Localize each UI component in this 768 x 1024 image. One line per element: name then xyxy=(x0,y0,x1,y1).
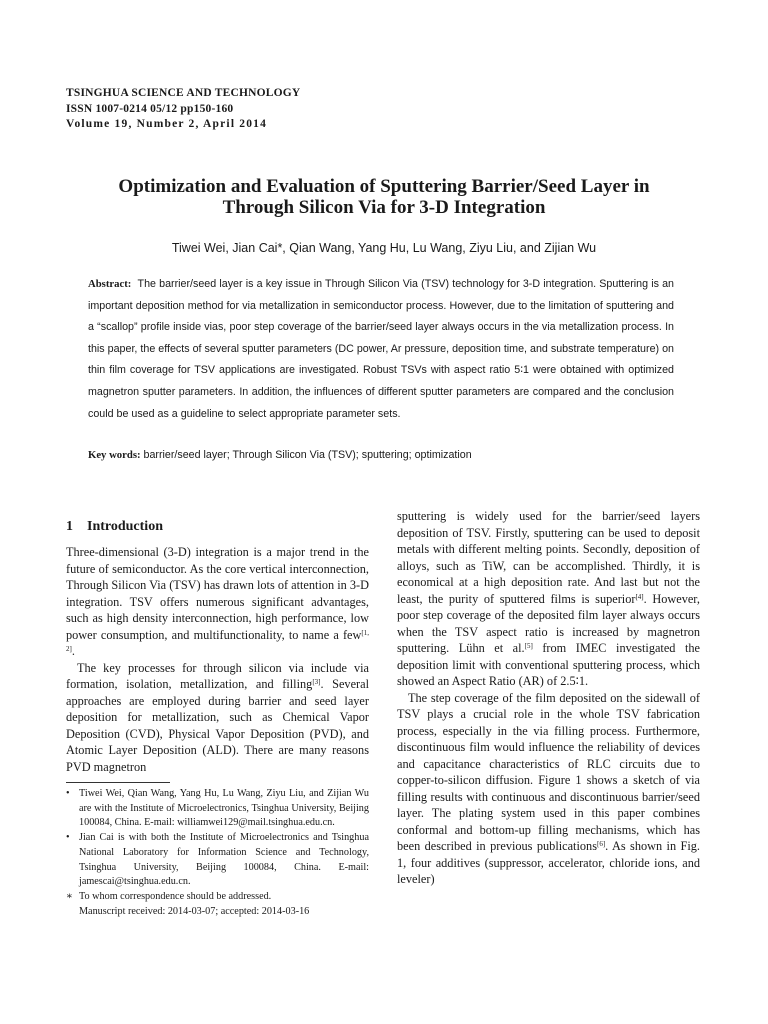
abstract xyxy=(88,274,674,425)
keywords xyxy=(88,449,688,461)
text-run: The key processes for through silicon via include via formation, isolation, metallization, and filling xyxy=(66,660,369,691)
journal-issn: ISSN 1007-0214 05/12 pp150-160 xyxy=(66,102,234,115)
journal-name: TSINGHUA SCIENCE AND TECHNOLOGY xyxy=(66,87,301,99)
left-column xyxy=(66,544,369,775)
footnote xyxy=(66,831,369,890)
citation: [4] xyxy=(635,592,644,601)
journal-header xyxy=(66,86,300,133)
text-run: . xyxy=(71,644,75,658)
citation: [1, 2] xyxy=(66,628,369,653)
text-run: from IMEC investigated the deposition limit with conventional sputtering process, which showed an Aspect Ratio (AR) of 2.5∶1. xyxy=(397,641,700,688)
section-number: 1 xyxy=(66,519,73,534)
text-run: Three-dimensional (3-D) integration is a major trend in the future of semiconductor. As the core vertical interconnection, Through Silicon Via (TSV) has drawn lots of attention in 3-D integration. TSV offers numerous significant advantages, such as high density interconnection, high performance, low power consumption, and multifunctionality, to name a few xyxy=(66,545,369,642)
keywords-label: Key words: xyxy=(88,449,141,461)
right-column xyxy=(397,508,700,888)
body-paragraph xyxy=(66,544,369,660)
paper-title-line-2: Through Silicon Via for 3-D Integration xyxy=(222,197,546,218)
footnote-text: To whom correspondence should be addressed. xyxy=(79,890,272,902)
text-run: . However, poor step coverage of the deposited film layer always occurs when the TSV aspect ratio is increased by magnetron sputtering. Lühn et al. xyxy=(397,591,700,655)
footnote xyxy=(66,890,369,905)
citation: [3] xyxy=(312,678,321,686)
text-run: . As shown in Fig. 1, four additives (suppressor, accelerator, chloride ions, and leveler) xyxy=(397,839,700,886)
bullet-icon: • xyxy=(66,832,70,844)
footnote-rule xyxy=(66,782,170,783)
text-run: sputtering is widely used for the barrier/seed layers deposition of TSV. Firstly, sputtering can be used to deposit metals with different melting points. Secondly, deposition of alloys, such as TiW, can be accomplished. Thirdly, it is economical at a high deposition rate. And last but not the least, the purity of sputtered films is superior xyxy=(397,509,700,606)
citation: [6] xyxy=(596,840,606,848)
footnote xyxy=(66,787,369,831)
abstract-text: The barrier/seed layer is a key issue in Through Silicon Via (TSV) technology for 3-D integration. Sputtering is an important deposition method for via metallization in semiconductor process. However, due to the limitation of sputtering and a “scallop” profile inside vias, poor step coverage of the barrier/seed layer always occurs in the via metallization process. In this paper, the effects of several sputter parameters (DC power, Ar pressure, deposition time, and substrate temperature) on thin film coverage for TSV applications are investigated. Robust TSVs with aspect ratio 5∶1 were obtained with optimized magnetron sputter parameters. In addition, the influences of different sputter parameters are compared and the conclusion could be used as a guideline to select appropriate parameter sets. xyxy=(88,278,675,420)
citation: [5] xyxy=(524,642,533,650)
footnote-text: Jian Cai is with both the Institute of Microelectronics and Tsinghua National Laboratory for Information Science and Technology, Tsinghua University, Beijing 100084, China. E-mail: jamescai@tsinghua.edu.cn. xyxy=(79,832,369,888)
body-paragraph xyxy=(397,690,700,888)
author-list: Tiwei Wei, Jian Cai*, Qian Wang, Yang Hu, Lu Wang, Ziyu Liu, and Zijian Wu xyxy=(171,241,597,255)
section-heading xyxy=(66,519,163,535)
keywords-text: barrier/seed layer; Through Silicon Via (TSV); sputtering; optimization xyxy=(143,449,472,461)
section-title: Introduction xyxy=(87,519,163,534)
journal-volume: Volume 19, Number 2, April 2014 xyxy=(66,118,268,130)
text-run: . Several approaches are employed during barrier and seed layer deposition for metallization, such as Chemical Vapor Deposition (CVD), Physical Vapor Deposition (PVD), and Atomic Layer Deposition (ALD). There are many reasons PVD magnetron xyxy=(66,677,369,774)
manuscript-dates: Manuscript received: 2014-03-07; accepted: 2014-03-16 xyxy=(79,905,310,917)
body-paragraph xyxy=(397,508,700,690)
paper-title-line-1: Optimization and Evaluation of Sputtering Barrier/Seed Layer in xyxy=(118,176,650,197)
footnote-text: Tiwei Wei, Qian Wang, Yang Hu, Lu Wang, Ziyu Liu, and Zijian Wu are with the Institute of Microelectronics, Tsinghua University, Beijing 100084, China. E-mail: williamwei129@mail.tsinghua.edu.cn. xyxy=(79,788,369,829)
footnotes xyxy=(66,787,369,919)
bullet-icon: • xyxy=(66,788,70,799)
asterisk-icon: ∗ xyxy=(66,890,73,902)
abstract-label: Abstract: xyxy=(88,278,132,290)
paper-title xyxy=(0,176,768,218)
body-paragraph xyxy=(66,660,369,776)
text-run: The step coverage of the film deposited on the sidewall of TSV plays a crucial role in the whole TSV fabrication process, especially in the via filling process. Furthermore, discontinuous film would influence the reliability of devices and capacitance characteristics of RLC circuits due to copper-to-silicon diffusion. Figure 1 shows a sketch of via filling results with continuous and discontinuous barrier/seed layer. The plating system used in this paper combines conformal and bottom-up filling mechanisms, which has been described in previous publications xyxy=(397,690,700,853)
